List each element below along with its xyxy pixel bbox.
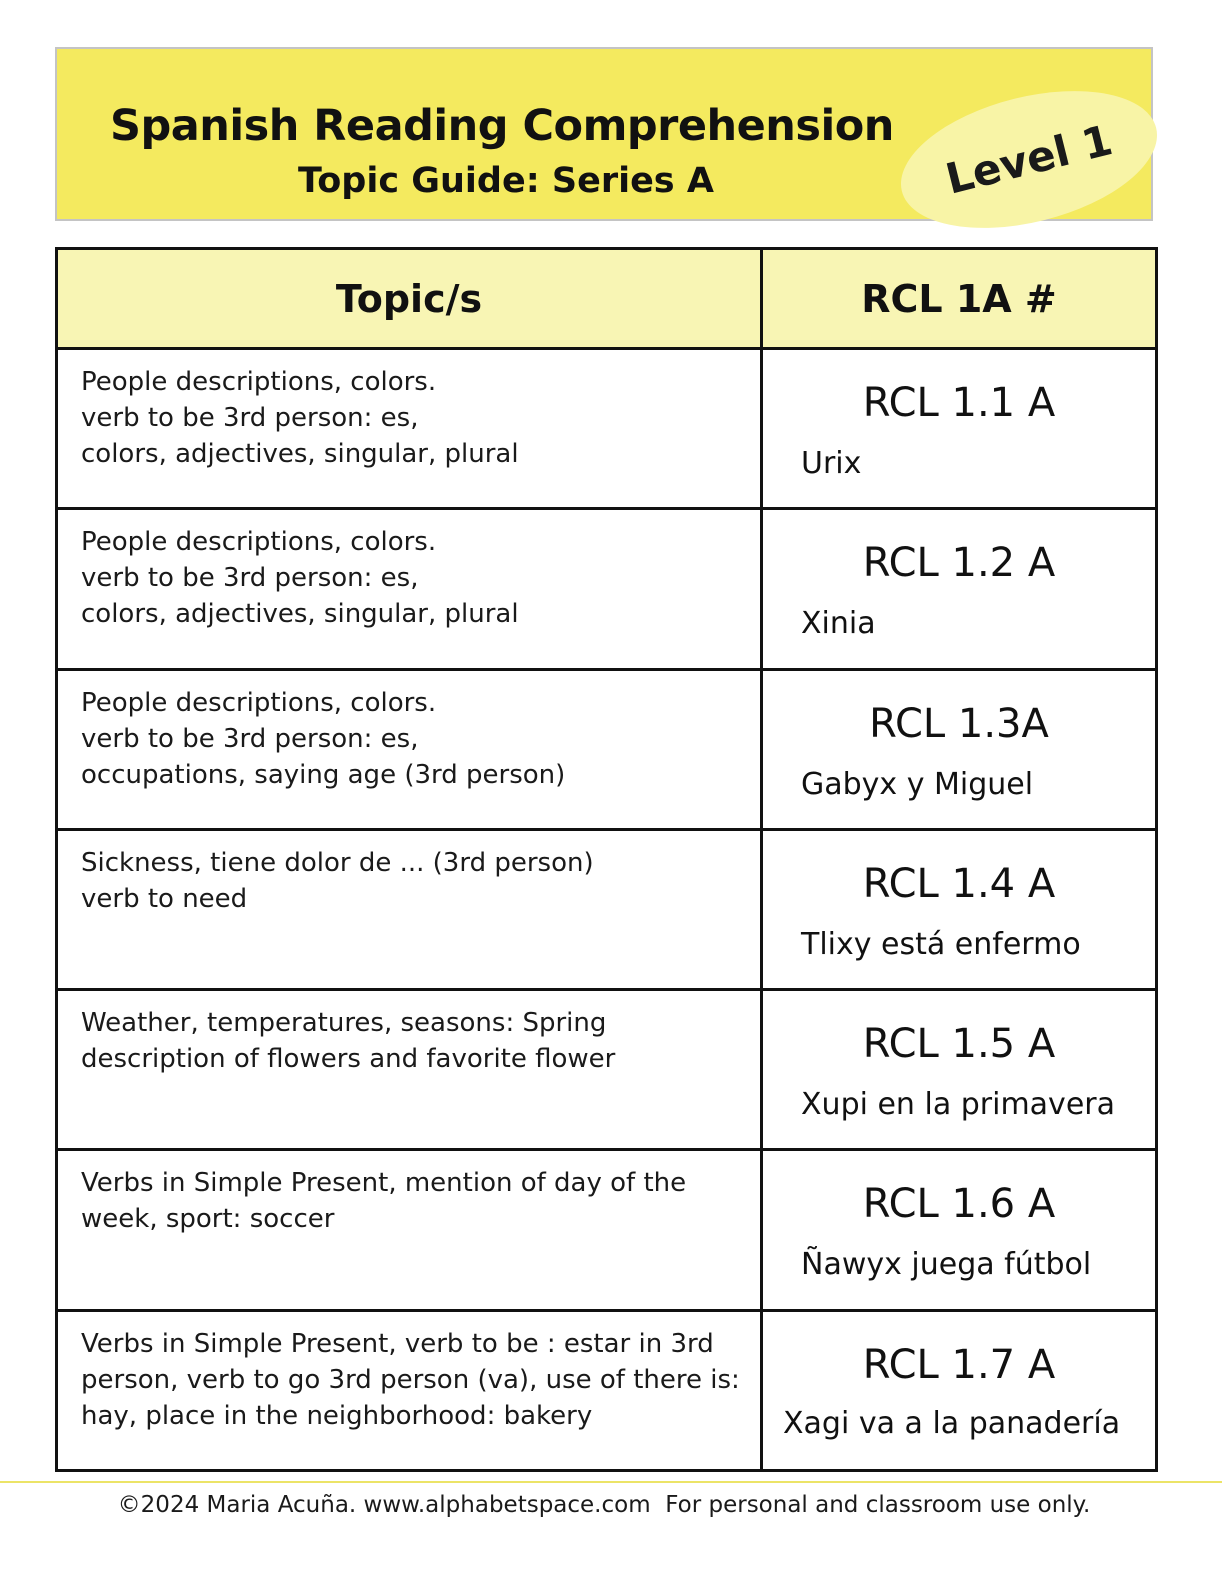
table-row bbox=[57, 509, 1157, 669]
topic-line: Verbs in Simple Present, verb to be : estar in 3rd bbox=[81, 1328, 714, 1359]
story-title: Xupi en la primavera bbox=[801, 1087, 1115, 1123]
level-label: Level 1 bbox=[940, 115, 1118, 204]
topic-line: People descriptions, colors. bbox=[81, 367, 437, 397]
topic-line: Verbs in Simple Present, mention of day of the bbox=[81, 1168, 687, 1199]
topic-line: Weather, temperatures, seasons: Spring bbox=[81, 1008, 607, 1039]
topic-cell bbox=[57, 1150, 762, 1310]
topic-line: hay, place in the neighborhood: bakery bbox=[81, 1400, 593, 1431]
footer-copyright: ©2024 Maria Acuña. www.alphabetspace.com For personal and classroom use only. bbox=[117, 1492, 1091, 1518]
table-row bbox=[57, 990, 1157, 1150]
footer-divider bbox=[0, 1481, 1222, 1483]
rcl-cell bbox=[762, 669, 1157, 829]
topic-line: colors, adjectives, singular, plural bbox=[81, 599, 519, 630]
topic-line: Sickness, tiene dolor de ... (3rd person) bbox=[81, 847, 594, 878]
table-row bbox=[57, 349, 1157, 509]
table-row bbox=[57, 1310, 1157, 1470]
topic-line: verb to be 3rd person: es, bbox=[81, 403, 419, 433]
story-title: Ñawyx juega fútbol bbox=[801, 1247, 1092, 1283]
column-header-topics: Topic/s bbox=[57, 249, 762, 349]
rcl-code: RCL 1.3A bbox=[869, 700, 1049, 747]
topic-line: verb to need bbox=[81, 883, 248, 914]
topic-cell bbox=[57, 669, 762, 829]
story-title: Xagi va a la panadería bbox=[783, 1405, 1121, 1441]
rcl-code: RCL 1.2 A bbox=[862, 540, 1056, 587]
topic-line: People descriptions, colors. bbox=[81, 687, 437, 718]
topic-cell bbox=[57, 829, 762, 989]
rcl-cell bbox=[762, 509, 1157, 669]
table-row bbox=[57, 829, 1157, 989]
topic-guide-table bbox=[55, 247, 1158, 1472]
rcl-code: RCL 1.4 A bbox=[862, 860, 1056, 907]
topic-line: description of flowers and favorite flower bbox=[81, 1044, 616, 1075]
rcl-cell bbox=[762, 829, 1157, 989]
topic-line: occupations, saying age (3rd person) bbox=[81, 759, 566, 790]
rcl-cell bbox=[762, 990, 1157, 1150]
table-row bbox=[57, 669, 1157, 829]
story-title: Gabyx y Miguel bbox=[801, 766, 1034, 802]
rcl-code: RCL 1.1 A bbox=[862, 380, 1056, 426]
table-header-row bbox=[57, 249, 1157, 349]
table-row bbox=[57, 1150, 1157, 1310]
topic-line: week, sport: soccer bbox=[81, 1204, 335, 1235]
topic-cell bbox=[57, 1310, 762, 1470]
topic-line: People descriptions, colors. bbox=[81, 527, 437, 558]
topic-cell bbox=[57, 990, 762, 1150]
topic-line: verb to be 3rd person: es, bbox=[81, 723, 419, 754]
topic-line: person, verb to go 3rd person (va), use of there is: bbox=[81, 1364, 740, 1395]
topic-line: verb to be 3rd person: es, bbox=[81, 563, 419, 594]
rcl-cell bbox=[762, 1310, 1157, 1470]
page-title: Spanish Reading Comprehension bbox=[110, 101, 894, 151]
rcl-cell bbox=[762, 1150, 1157, 1310]
topic-cell bbox=[57, 349, 762, 509]
rcl-code: RCL 1.5 A bbox=[862, 1021, 1056, 1068]
topic-line: colors, adjectives, singular, plural bbox=[81, 439, 519, 469]
story-title: Xinia bbox=[801, 606, 876, 642]
rcl-code: RCL 1.6 A bbox=[862, 1181, 1056, 1228]
page-subtitle: Topic Guide: Series A bbox=[298, 161, 714, 201]
rcl-code: RCL 1.7 A bbox=[862, 1341, 1056, 1388]
story-title: Urix bbox=[801, 446, 862, 481]
rcl-cell bbox=[762, 349, 1157, 509]
column-header-rcl: RCL 1A # bbox=[762, 249, 1157, 349]
topic-cell bbox=[57, 509, 762, 669]
story-title: Tlixy está enfermo bbox=[801, 926, 1081, 962]
